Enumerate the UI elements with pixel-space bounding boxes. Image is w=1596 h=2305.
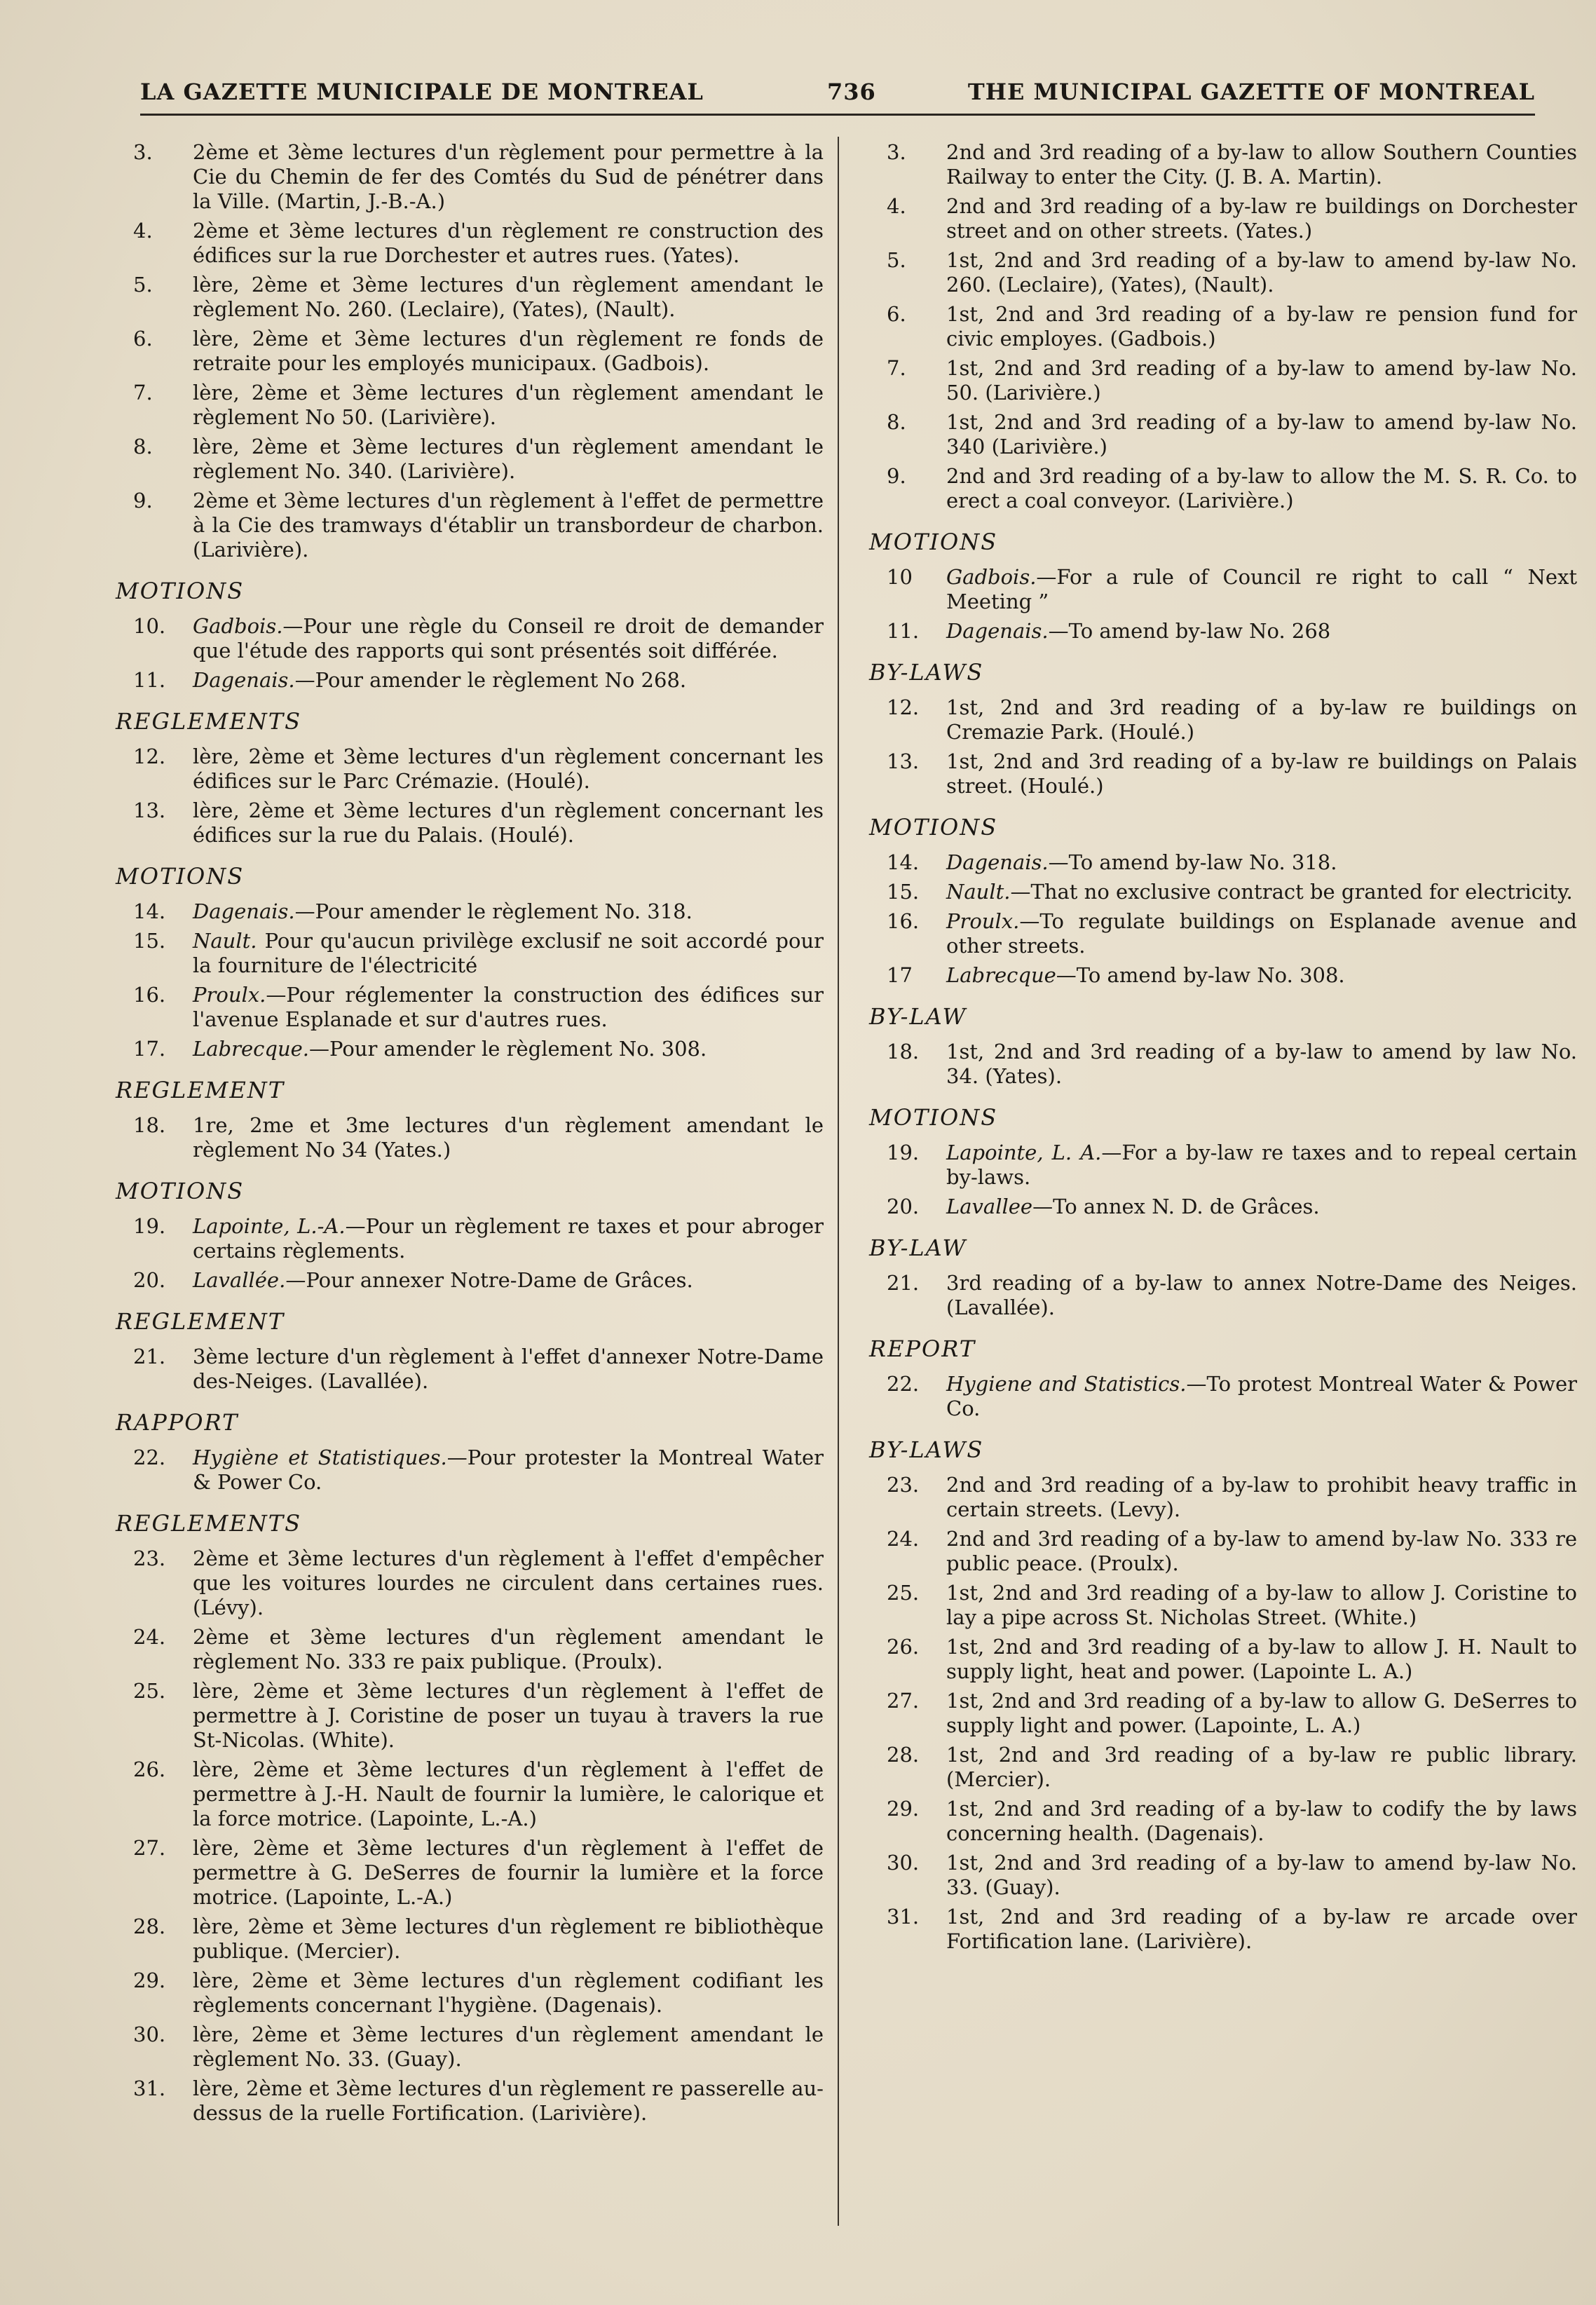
header-french-title: LA GAZETTE MUNICIPALE DE MONTREAL — [140, 79, 704, 105]
agenda-item — [859, 1851, 1577, 1900]
item-mover-name: Labrecque — [946, 963, 1056, 987]
item-text: 2ème et 3ème lectures d'un règlement pour permettre à la Cie du Chemin de fer des Comtés du Sud de pénétrer dans la Ville. (Martin, J.-B.-A.) — [193, 140, 824, 213]
item-number: 31. — [887, 1905, 920, 1929]
item-number: 29. — [133, 1969, 166, 1992]
item-text: 2nd and 3rd reading of a by-law re buildings on Dorchester street and on other streets. (Yates.) — [946, 194, 1577, 243]
item-text: lère, 2ème et 3ème lectures d'un règlement à l'effet de permettre à J. Coristine de poser un tuyau à travers la rue St-Nicolas. (White). — [193, 1679, 824, 1752]
agenda-item — [859, 1372, 1577, 1421]
item-mover-name: Lavallee — [946, 1195, 1033, 1218]
item-number: 29. — [887, 1797, 920, 1821]
item-text: lère, 2ème et 3ème lectures d'un règlement à l'effet de permettre à G. DeSerres de fournir la lumière et la force motrice. (Lapointe, L.-A.) — [193, 1836, 824, 1909]
item-text: 1st, 2nd and 3rd reading of a by-law to amend by-law No. 340 (Larivière.) — [946, 410, 1577, 458]
agenda-item — [859, 140, 1577, 189]
agenda-item — [859, 1473, 1577, 1522]
item-text: —To amend by-law No. 268 — [1048, 619, 1331, 643]
item-number: 3. — [887, 140, 906, 164]
item-text: —To regulate buildings on Esplanade avenue and other streets. — [946, 909, 1577, 958]
agenda-item — [105, 668, 824, 693]
agenda-item — [859, 1689, 1577, 1738]
item-number: 4. — [887, 194, 906, 218]
item-number: 6. — [887, 302, 906, 326]
item-text: —Pour amender le règlement No 268. — [294, 668, 687, 692]
item-mover-name: Proulx. — [193, 983, 266, 1007]
item-mover-name: Dagenais. — [193, 899, 295, 923]
agenda-item — [105, 381, 824, 430]
item-number: 31. — [133, 2076, 166, 2100]
item-text: lère, 2ème et 3ème lectures d'un règlement à l'effet de permettre à J.-H. Nault de fournir la lumière, le calorique et la force motrice. (Lapointe, L.-A.) — [193, 1757, 824, 1830]
item-text: —To amend by-law No. 308. — [1056, 963, 1345, 987]
item-text: 2ème et 3ème lectures d'un règlement à l'effet d'empêcher que les voitures lourdes ne circulent dans certaines rues. (Lévy). — [193, 1546, 824, 1619]
item-number: 30. — [887, 1851, 920, 1875]
item-text: 1st, 2nd and 3rd reading of a by-law to allow G. DeSerres to supply light and power. (Lapointe, L. A.) — [946, 1689, 1577, 1737]
agenda-item — [105, 1113, 824, 1162]
item-text: —Pour réglementer la construction des édifices sur l'avenue Esplanade et sur d'autres rues. — [193, 983, 824, 1031]
item-number: 27. — [133, 1836, 166, 1860]
section-heading: REGLEMENT — [116, 1308, 285, 1335]
french-column — [105, 140, 824, 2130]
column-divider — [838, 137, 839, 2226]
item-text: 1st, 2nd and 3rd reading of a by-law to amend by-law No. 33. (Guay). — [946, 1851, 1577, 1899]
item-number: 10 — [887, 565, 913, 589]
agenda-item — [859, 410, 1577, 459]
item-number: 27. — [887, 1689, 920, 1713]
agenda-item — [859, 1797, 1577, 1846]
item-number: 4. — [133, 219, 153, 243]
item-text: 2nd and 3rd reading of a by-law to amend by-law No. 333 re public peace. (Proulx). — [946, 1527, 1577, 1575]
item-text: 1st, 2nd and 3rd reading of a by-law re public library. (Mercier). — [946, 1743, 1577, 1791]
item-text: lère, 2ème et 3ème lectures d'un règlement re fonds de retraite pour les employés municipaux. (Gadbois). — [193, 327, 824, 375]
agenda-item — [859, 695, 1577, 744]
item-mover-name: Dagenais. — [193, 668, 295, 692]
section-heading: REGLEMENT — [116, 1077, 285, 1103]
item-text: —Pour un règlement re taxes et pour abroger certains règlements. — [193, 1214, 824, 1263]
item-number: 22. — [887, 1372, 920, 1396]
agenda-item — [105, 435, 824, 484]
item-number: 21. — [133, 1345, 166, 1368]
item-text: —To annex N. D. de Grâces. — [1032, 1195, 1320, 1218]
agenda-item — [859, 1195, 1577, 1219]
item-mover-name: Proulx. — [946, 909, 1020, 933]
item-mover-name: Lapointe, L. A. — [946, 1141, 1102, 1164]
item-mover-name: Gadbois. — [193, 614, 283, 638]
agenda-item — [859, 880, 1577, 904]
agenda-item — [859, 850, 1577, 875]
item-text: —That no exclusive contract be granted for electricity. — [1010, 880, 1573, 904]
agenda-item — [105, 1037, 824, 1061]
item-text: lère, 2ème et 3ème lectures d'un règlement amendant le règlement No 50. (Larivière). — [193, 381, 824, 429]
item-mover-name: Nault. — [946, 880, 1011, 904]
item-text: —Pour une règle du Conseil re droit de demander que l'étude des rapports qui sont présentés soit différée. — [193, 614, 824, 662]
item-number: 18. — [887, 1040, 920, 1063]
item-mover-name: Gadbois. — [946, 565, 1037, 589]
item-text: 2nd and 3rd reading of a by-law to allow the M. S. R. Co. to erect a coal conveyor. (Larivière.) — [946, 464, 1577, 512]
section-heading: MOTIONS — [116, 1178, 245, 1204]
item-text: lère, 2ème et 3ème lectures d'un règlement re bibliothèque publique. (Mercier). — [193, 1915, 824, 1963]
item-text: 1st, 2nd and 3rd reading of a by-law to allow J. Coristine to lay a pipe across St. Nicholas Street. (White.) — [946, 1581, 1577, 1629]
item-mover-name: Labrecque. — [193, 1037, 309, 1061]
item-number: 11. — [133, 668, 166, 692]
item-number: 17. — [133, 1037, 166, 1061]
section-heading: BY-LAW — [869, 1003, 967, 1030]
agenda-item — [859, 963, 1577, 988]
agenda-item — [859, 248, 1577, 297]
agenda-item — [105, 1969, 824, 2018]
agenda-item — [859, 1743, 1577, 1792]
english-column — [859, 140, 1577, 1959]
agenda-item — [859, 356, 1577, 405]
agenda-item — [105, 744, 824, 794]
agenda-item — [859, 302, 1577, 351]
item-number: 15. — [887, 880, 920, 904]
item-mover-name: Lapointe, L.-A. — [193, 1214, 346, 1238]
item-text: —For a rule of Council re right to call “ Next Meeting ” — [946, 565, 1577, 613]
item-text: 2nd and 3rd reading of a by-law to prohibit heavy traffic in certain streets. (Levy). — [946, 1473, 1577, 1521]
page-header — [140, 79, 1535, 116]
item-number: 25. — [887, 1581, 920, 1605]
item-number: 13. — [887, 749, 920, 773]
section-heading: BY-LAWS — [869, 1436, 984, 1463]
item-text: —Pour amender le règlement No. 308. — [309, 1037, 707, 1061]
agenda-item — [859, 1141, 1577, 1190]
agenda-item — [859, 1527, 1577, 1576]
agenda-item — [859, 1271, 1577, 1320]
item-text: 1st, 2nd and 3rd reading of a by-law re buildings on Cremazie Park. (Houlé.) — [946, 695, 1577, 744]
item-mover-name: Hygiene and Statistics. — [946, 1372, 1187, 1396]
item-number: 10. — [133, 614, 166, 638]
item-mover-name: Lavallée. — [193, 1268, 286, 1292]
item-text: lère, 2ème et 3ème lectures d'un règlement amendant le règlement No. 33. (Guay). — [193, 2022, 824, 2071]
item-text: 1st, 2nd and 3rd reading of a by-law to amend by law No. 34. (Yates). — [946, 1040, 1577, 1088]
item-text: 1st, 2nd and 3rd reading of a by-law re pension fund for civic employes. (Gadbois.) — [946, 302, 1577, 351]
item-number: 11. — [887, 619, 920, 643]
agenda-item — [105, 1446, 824, 1495]
item-number: 9. — [133, 489, 153, 512]
section-heading: REPORT — [869, 1335, 976, 1362]
agenda-item — [859, 1635, 1577, 1684]
agenda-item — [105, 1345, 824, 1394]
agenda-item — [105, 614, 824, 663]
agenda-item — [105, 1214, 824, 1263]
section-heading: MOTIONS — [116, 578, 245, 604]
agenda-item — [859, 749, 1577, 798]
item-number: 12. — [133, 744, 166, 768]
section-heading: RAPPORT — [116, 1409, 239, 1436]
item-number: 8. — [887, 410, 906, 434]
section-heading: MOTIONS — [869, 529, 998, 555]
agenda-item — [859, 1581, 1577, 1630]
item-number: 20. — [887, 1195, 920, 1218]
item-text: —Pour protester la Montreal Water & Power Co. — [193, 1446, 824, 1494]
section-heading: MOTIONS — [116, 863, 245, 890]
item-number: 24. — [887, 1527, 920, 1551]
item-text: lère, 2ème et 3ème lectures d'un règlement amendant le règlement No. 260. (Leclaire), (Yates), (Nault). — [193, 273, 824, 321]
agenda-item — [105, 2076, 824, 2126]
agenda-item — [105, 1836, 824, 1910]
item-number: 5. — [133, 273, 153, 297]
item-text: 1st, 2nd and 3rd reading of a by-law to allow J. H. Nault to supply light, heat and power. (Lapointe L. A.) — [946, 1635, 1577, 1683]
item-text: —Pour amender le règlement No. 318. — [294, 899, 693, 923]
item-text: 1st, 2nd and 3rd reading of a by-law re buildings on Palais street. (Houlé.) — [946, 749, 1577, 798]
item-number: 17 — [887, 963, 913, 987]
item-text: —To protest Montreal Water & Power Co. — [946, 1372, 1578, 1420]
item-text: lère, 2ème et 3ème lectures d'un règlement concernant les édifices sur le Parc Crémazie. (Houlé). — [193, 744, 824, 793]
section-heading: BY-LAWS — [869, 659, 984, 686]
item-mover-name: Hygiène et Statistiques. — [193, 1446, 447, 1469]
item-number: 9. — [887, 464, 906, 488]
agenda-item — [105, 219, 824, 268]
page-number: 736 — [827, 79, 876, 105]
section-heading: REGLEMENTS — [116, 1510, 302, 1537]
item-number: 13. — [133, 798, 166, 822]
item-number: 14. — [887, 850, 920, 874]
item-text: lère, 2ème et 3ème lectures d'un règlement amendant le règlement No. 340. (Larivière). — [193, 435, 824, 483]
item-text: 2ème et 3ème lectures d'un règlement à l'effet de permettre à la Cie des tramways d'établir un transbordeur de charbon. (Larivière). — [193, 489, 824, 562]
item-number: 28. — [887, 1743, 920, 1767]
item-number: 25. — [133, 1679, 166, 1703]
item-number: 15. — [133, 929, 166, 953]
item-mover-name: Dagenais. — [946, 619, 1049, 643]
item-number: 22. — [133, 1446, 166, 1469]
item-number: 14. — [133, 899, 166, 923]
item-number: 7. — [887, 356, 906, 380]
agenda-item — [105, 273, 824, 322]
agenda-item — [105, 489, 824, 562]
agenda-item — [105, 1679, 824, 1753]
item-number: 20. — [133, 1268, 166, 1292]
item-text: 1st, 2nd and 3rd reading of a by-law to amend by-law No. 260. (Leclaire), (Yates), (Nault). — [946, 248, 1577, 297]
agenda-item — [105, 1625, 824, 1674]
item-text: lère, 2ème et 3ème lectures d'un règlement codifiant les règlements concernant l'hygiène. (Dagenais). — [193, 1969, 824, 2017]
agenda-item — [105, 1757, 824, 1831]
agenda-item — [105, 1546, 824, 1620]
item-mover-name: Nault. — [193, 929, 257, 953]
item-text: 1st, 2nd and 3rd reading of a by-law to amend by-law No. 50. (Larivière.) — [946, 356, 1577, 404]
item-number: 21. — [887, 1271, 920, 1295]
item-number: 19. — [887, 1141, 920, 1164]
header-english-title: THE MUNICIPAL GAZETTE OF MONTREAL — [967, 79, 1535, 105]
item-number: 23. — [887, 1473, 920, 1497]
agenda-item — [105, 899, 824, 924]
item-number: 16. — [887, 909, 920, 933]
item-text: Pour qu'aucun privilège exclusif ne soit accordé pour la fourniture de l'électricité — [193, 929, 824, 977]
item-number: 6. — [133, 327, 153, 351]
item-text: lère, 2ème et 3ème lectures d'un règlement concernant les édifices sur la rue du Palais. (Houlé). — [193, 798, 824, 847]
item-number: 3. — [133, 140, 153, 164]
item-text: 2ème et 3ème lectures d'un règlement amendant le règlement No. 333 re paix publique. (Proulx). — [193, 1625, 824, 1673]
agenda-item — [859, 194, 1577, 243]
item-text: —For a by-law re taxes and to repeal certain by-laws. — [946, 1141, 1577, 1189]
agenda-item — [859, 464, 1577, 513]
agenda-item — [105, 983, 824, 1032]
item-number: 28. — [133, 1915, 166, 1938]
item-text: 1re, 2me et 3me lectures d'un règlement amendant le règlement No 34 (Yates.) — [193, 1113, 824, 1162]
section-heading: MOTIONS — [869, 814, 998, 841]
section-heading: BY-LAW — [869, 1235, 967, 1261]
item-number: 18. — [133, 1113, 166, 1137]
item-text: 3ème lecture d'un règlement à l'effet d'annexer Notre-Dame des-Neiges. (Lavallée). — [193, 1345, 824, 1393]
item-number: 8. — [133, 435, 153, 458]
item-number: 12. — [887, 695, 920, 719]
item-number: 7. — [133, 381, 153, 404]
agenda-item — [105, 798, 824, 848]
item-number: 23. — [133, 1546, 166, 1570]
item-number: 16. — [133, 983, 166, 1007]
agenda-item — [859, 1040, 1577, 1089]
section-heading: MOTIONS — [869, 1104, 998, 1131]
item-text: 1st, 2nd and 3rd reading of a by-law to codify the by laws concerning health. (Dagenais). — [946, 1797, 1577, 1845]
agenda-item — [105, 140, 824, 214]
agenda-item — [859, 565, 1577, 614]
item-text: —To amend by-law No. 318. — [1048, 850, 1337, 874]
agenda-item — [105, 1915, 824, 1964]
agenda-item — [105, 1268, 824, 1293]
agenda-item — [859, 619, 1577, 644]
item-number: 26. — [887, 1635, 920, 1659]
item-number: 5. — [887, 248, 906, 272]
agenda-item — [859, 1905, 1577, 1954]
item-number: 26. — [133, 1757, 166, 1781]
item-mover-name: Dagenais. — [946, 850, 1049, 874]
item-text: 2ème et 3ème lectures d'un règlement re construction des édifices sur la rue Dorchester et autres rues. (Yates). — [193, 219, 824, 267]
item-text: 2nd and 3rd reading of a by-law to allow Southern Counties Railway to enter the City. (J. B. A. Martin). — [946, 140, 1577, 189]
agenda-item — [105, 929, 824, 978]
item-text: —Pour annexer Notre-Dame de Grâces. — [285, 1268, 693, 1292]
item-number: 24. — [133, 1625, 166, 1649]
item-text: 3rd reading of a by-law to annex Notre-Dame des Neiges. (Lavallée). — [946, 1271, 1577, 1319]
item-number: 19. — [133, 1214, 166, 1238]
item-text: lère, 2ème et 3ème lectures d'un règlement re passerelle au-dessus de la ruelle Fortification. (Larivière). — [193, 2076, 824, 2125]
agenda-item — [105, 327, 824, 376]
section-heading: REGLEMENTS — [116, 708, 302, 735]
item-text: 1st, 2nd and 3rd reading of a by-law re arcade over Fortification lane. (Larivière). — [946, 1905, 1577, 1953]
agenda-item — [859, 909, 1577, 958]
item-number: 30. — [133, 2022, 166, 2046]
agenda-item — [105, 2022, 824, 2072]
